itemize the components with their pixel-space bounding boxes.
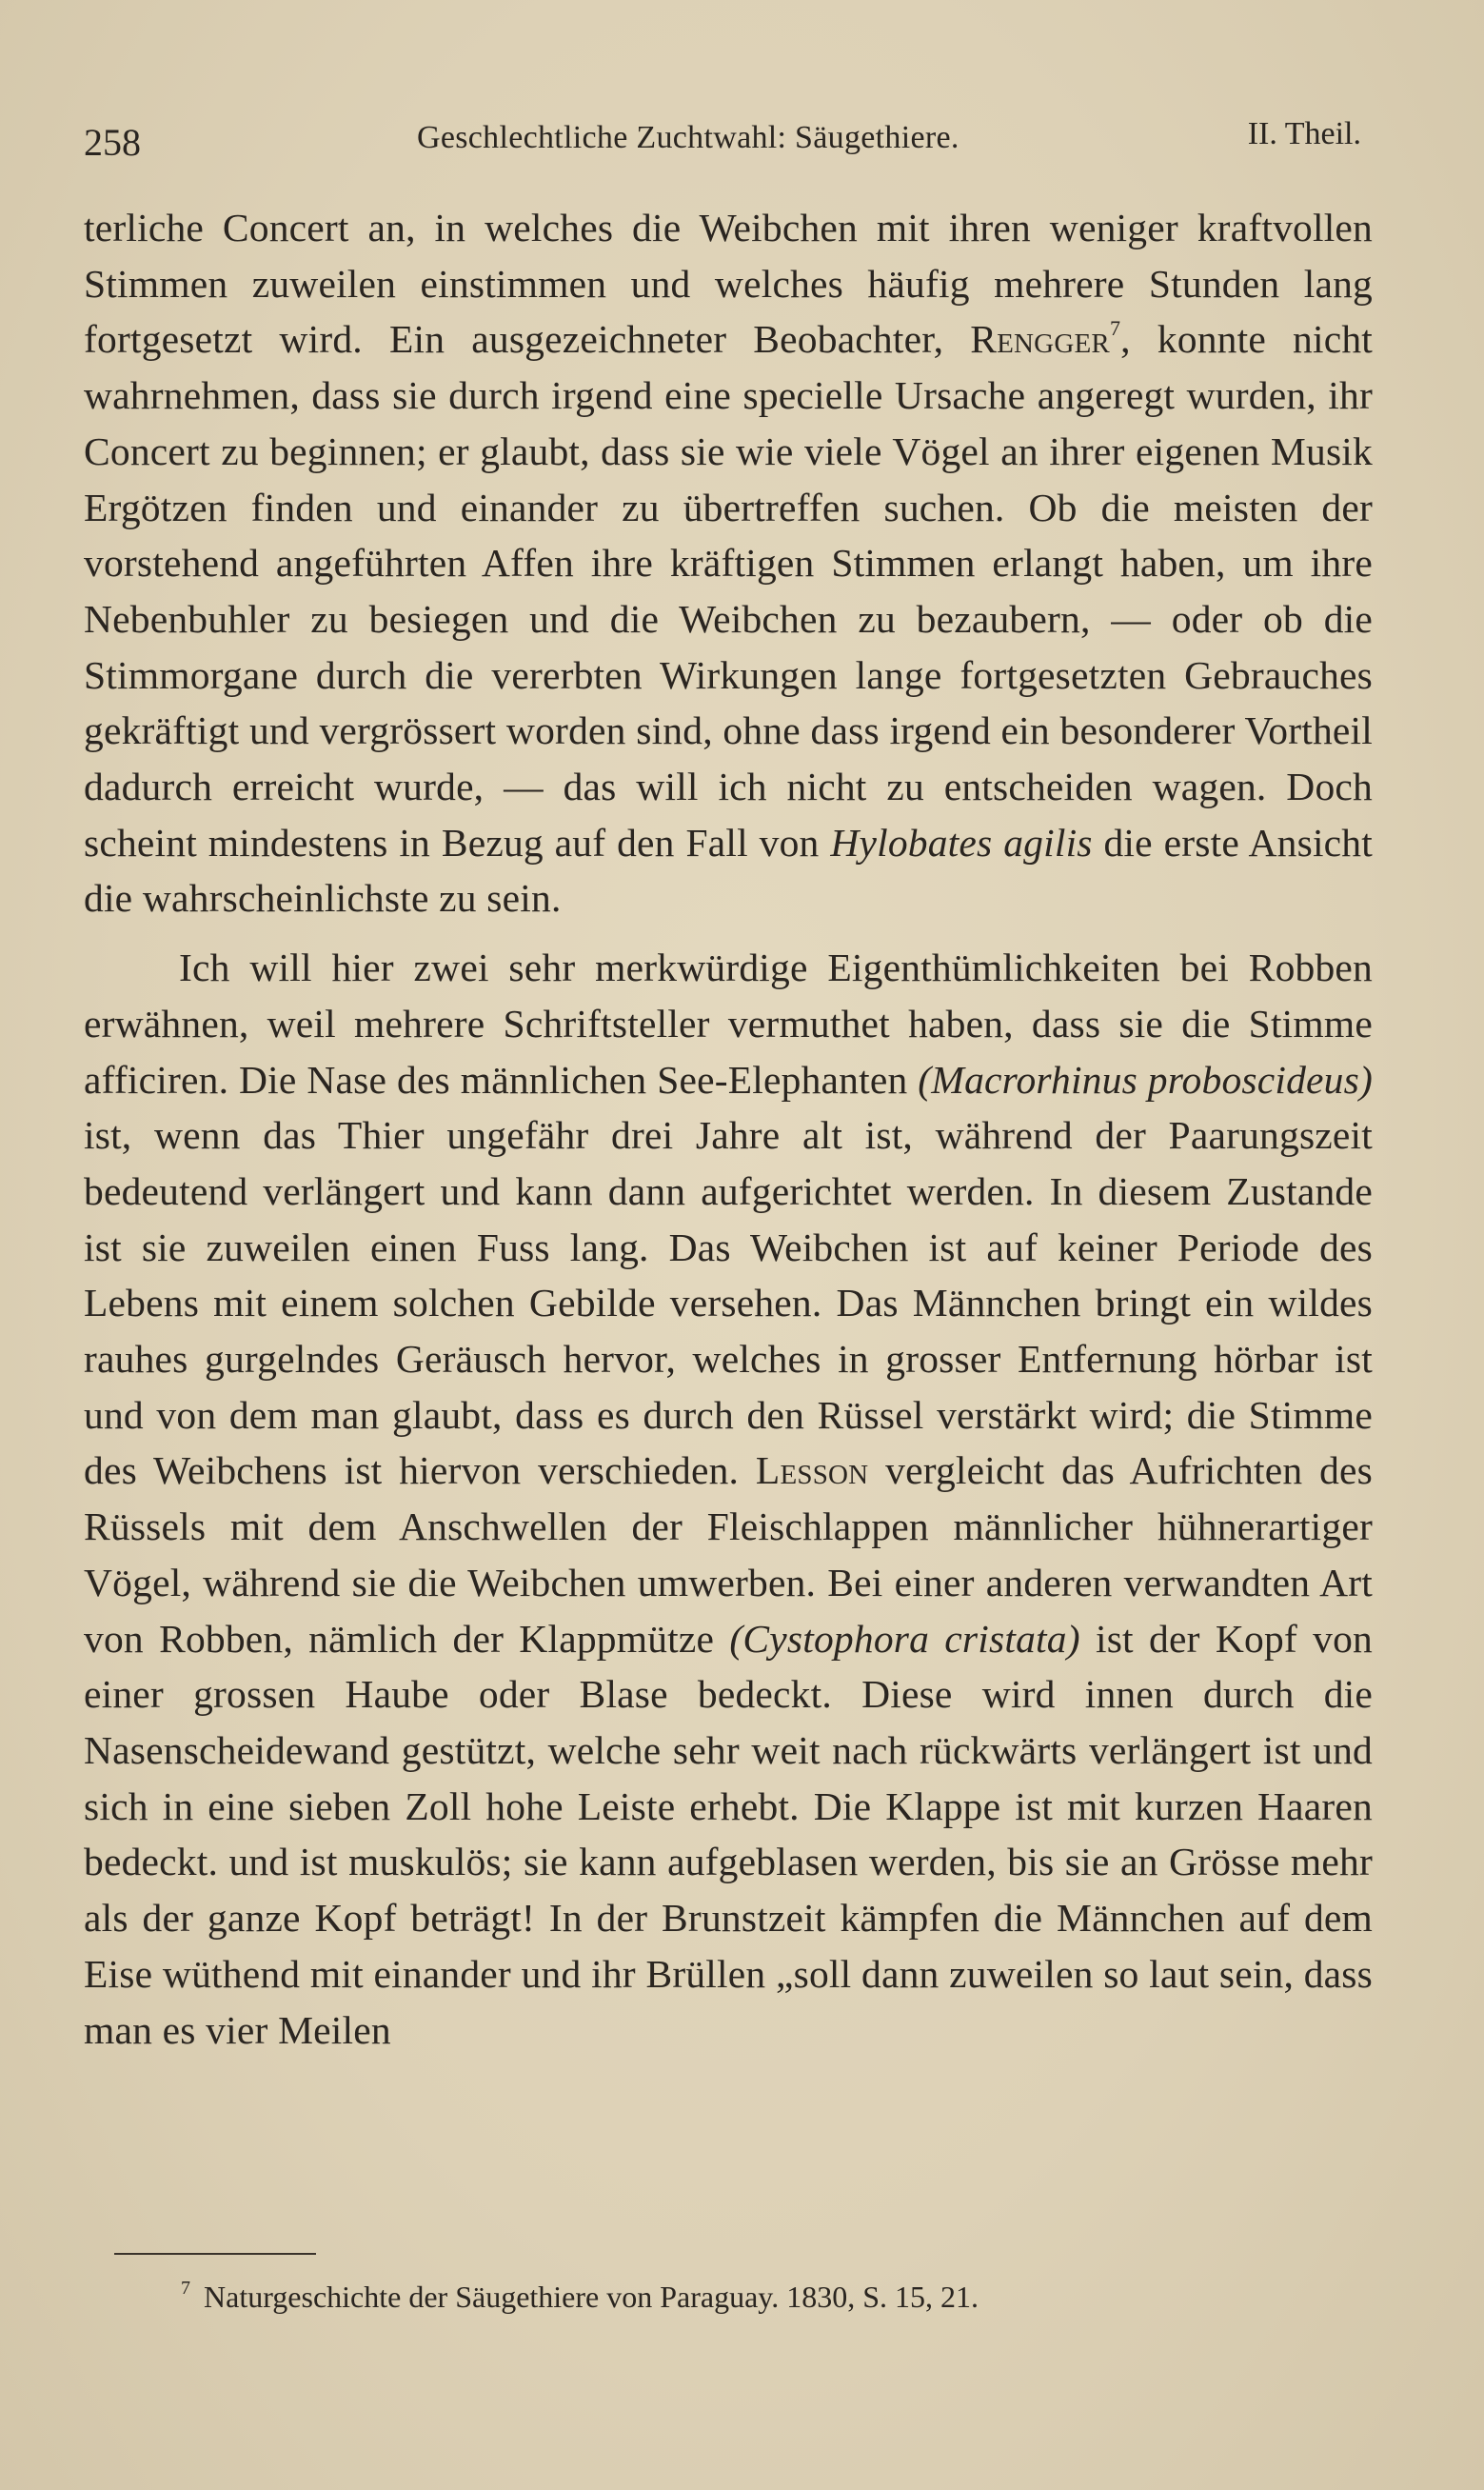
paragraph-2 xyxy=(84,940,1373,2058)
footnote-divider xyxy=(114,2253,316,2255)
page-header xyxy=(84,112,1361,169)
paragraph-1-text-c: die erste Ansicht die wahrscheinlichste zu sein. xyxy=(84,820,1373,921)
footnote-text: Naturgeschichte der Säugethiere von Paraguay. 1830, S. 15, 21. xyxy=(204,2280,979,2314)
author-rengger: Rengger xyxy=(970,317,1110,362)
paragraph-2-text-d: ist der Kopf von einer grossen Haube oder Blase bedeckt. Diese wird innen durch die Nasenscheidewand gestützt, welche sehr weit nach rückwärts verlängert ist und sich in eine sieben Zoll hohe Leiste erhebt. Die Klappe ist mit kurzen Haaren bedeckt. und ist muskulös; sie kann aufgeblasen werden, bis sie an Grösse mehr als der ganze Kopf beträgt! In der Brunstzeit kämpfen die Männchen auf dem Eise wüthend mit einander und ihr Brüllen „soll dann zuweilen so laut sein, dass man es vier Meilen xyxy=(84,1616,1374,2052)
page-number: 258 xyxy=(84,121,141,164)
footnote-marker: 7 xyxy=(181,2278,190,2299)
author-lesson: Lesson xyxy=(755,1448,869,1493)
paragraph-2-text-a: Ich will hier zwei sehr merkwürdige Eigenthümlichkeiten bei Robben erwähnen, weil mehrere Schriftsteller vermuthet haben, dass sie die Stimme afficiren. Die Nase des männlichen See-Elephanten xyxy=(84,946,1373,1102)
paragraph-1-text-a: terliche Concert an, in welches die Weibchen mit ihren weniger kraftvollen Stimmen zuweilen einstimmen und welches häufig mehrere Stunden lang fortgesetzt wird. Ein ausgezeichneter Beobachter, xyxy=(84,206,1373,362)
paragraph-1 xyxy=(84,200,1373,926)
species-name: Hylobates agilis xyxy=(830,820,1093,865)
main-text xyxy=(84,200,1373,2058)
species-name: (Cystophora cristata) xyxy=(729,1616,1080,1661)
species-name: (Macrorhinus proboscideus) xyxy=(918,1057,1373,1102)
part-label: II. Theil. xyxy=(1247,116,1361,151)
paragraph-2-text-b: ist, wenn das Thier ungefähr drei Jahre alt ist, während der Paarungszeit bedeutend verlängert und kann dann aufgerichtet werden. In diesem Zustande ist sie zuweilen einen Fuss lang. Das Weibchen ist auf keiner Periode des Lebens mit einem solchen Gebilde versehen. Das Männchen bringt ein wildes rauhes gurgelndes Geräusch hervor, welches in grosser Entfernung hörbar ist und von dem man glaubt, dass es durch den Rüssel verstärkt wird; die Stimme des Weibchens ist hiervon verschieden. xyxy=(84,1113,1373,1493)
running-title: Geschlechtliche Zuchtwahl: Säugethiere. xyxy=(417,120,960,155)
footnote xyxy=(181,2276,1323,2318)
footnote-ref: 7 xyxy=(1109,316,1121,341)
paragraph-1-text-b: , konnte nicht wahrnehmen, dass sie durch irgend eine specielle Ursache angeregt wurden, ihr Concert zu beginnen; er glaubt, dass sie wie viele Vögel an ihrer eigenen Musik Ergötzen finden und einander zu übertreffen suchen. Ob die meisten der vorstehend angeführten Affen ihre kräftigen Stimmen erlangt haben, um ihre Nebenbuhler zu besiegen und die Weibchen zu bezaubern, — oder ob die Stimmorgane durch die vererbten Wirkungen lange fortgesetzten Gebrauches gekräftigt und vergrössert worden sind, ohne dass irgend ein besonderer Vortheil dadurch erreicht wurde, — das will ich nicht zu entscheiden wagen. Doch scheint mindestens in Bezug auf den Fall von xyxy=(84,317,1373,865)
paragraph-2-text-c: vergleicht das Aufrichten des Rüssels mit dem Anschwellen der Fleischlappen männlicher hühnerartiger Vögel, während sie die Weibchen umwerben. Bei einer anderen verwandten Art von Robben, nämlich der Klappmütze xyxy=(84,1448,1373,1661)
